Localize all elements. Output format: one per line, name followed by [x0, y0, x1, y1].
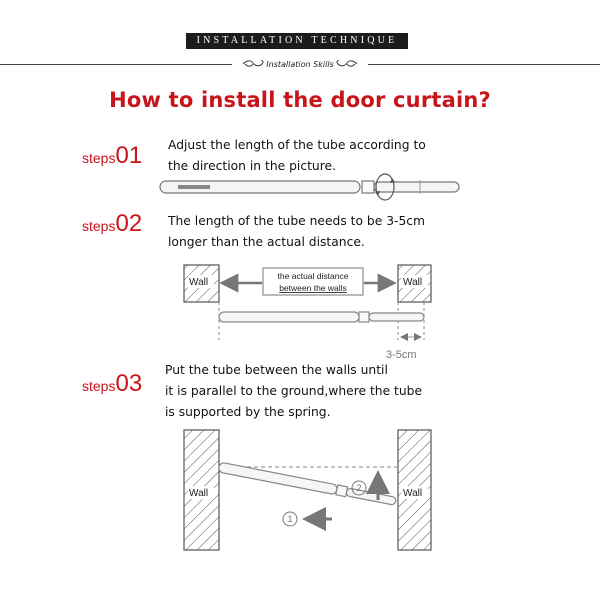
- step-02-line-2: longer than the actual distance.: [168, 235, 365, 249]
- wall-label: Wall: [403, 277, 423, 288]
- diagram-step-2: [184, 265, 431, 361]
- svg-text:1: 1: [287, 514, 293, 524]
- step-02-line-1: The length of the tube needs to be 3-5cm: [168, 214, 426, 228]
- step-01-line-2: the direction in the picture.: [168, 159, 336, 173]
- diagram-step-3: [184, 430, 431, 550]
- gap-label: 3-5cm: [386, 349, 417, 361]
- step-03-line-3: is supported by the spring.: [165, 405, 331, 419]
- distance-label-1: the actual distance: [277, 271, 349, 281]
- step-01-line-1: Adjust the length of the tube according to: [168, 138, 426, 152]
- step-number: 03: [115, 370, 143, 397]
- step-word: steps: [82, 150, 116, 166]
- tube-step-3: [218, 462, 397, 506]
- wall-label: Wall: [403, 488, 423, 499]
- svg-text:2: 2: [356, 483, 362, 493]
- step-number: 02: [115, 210, 143, 237]
- page-title: How to install the door curtain?: [109, 88, 491, 112]
- tube-step-1: [160, 174, 459, 200]
- wall-label: Wall: [189, 488, 209, 499]
- tube-step-2: [219, 312, 359, 322]
- subtitle-text: Installation Skills: [266, 59, 334, 69]
- distance-label-2: between the walls: [279, 283, 347, 293]
- wall-label: Wall: [189, 277, 209, 288]
- step-03-line-1: Put the tube between the walls until: [165, 363, 388, 377]
- step-word: steps: [82, 378, 116, 394]
- step-03-line-2: it is parallel to the ground,where the tube: [165, 384, 423, 398]
- step-number: 01: [115, 142, 143, 169]
- header-banner: INSTALLATION TECHNIQUE: [186, 33, 408, 49]
- step-word: steps: [82, 218, 116, 234]
